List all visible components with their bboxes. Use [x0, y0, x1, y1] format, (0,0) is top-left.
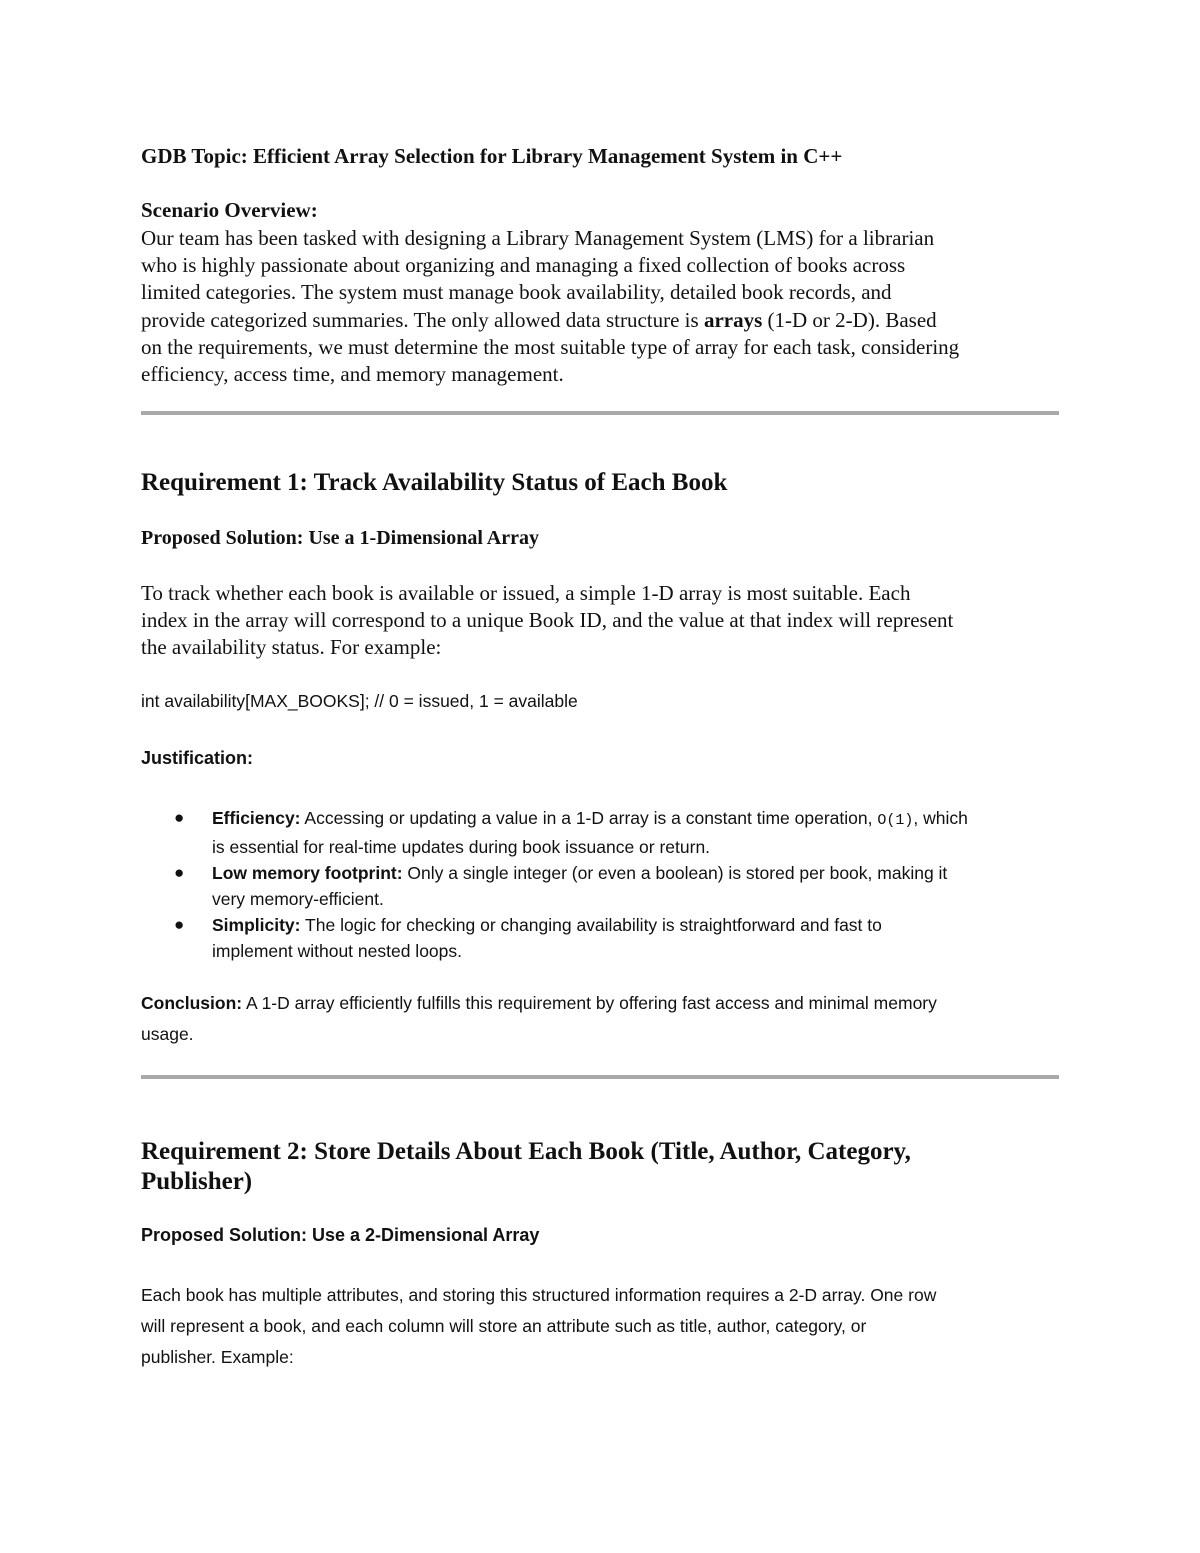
requirement-2-heading	[141, 1137, 1041, 1197]
section-divider	[141, 1075, 1059, 1079]
list-item	[141, 805, 1061, 860]
big-o-notation: O(1)	[877, 812, 914, 829]
bullet-icon: ●	[174, 808, 185, 827]
scenario-overview-paragraph	[141, 225, 1061, 388]
overview-text: provide categorized summaries. The only allowed data structure is	[141, 307, 704, 332]
overview-line: efficiency, access time, and memory management.	[141, 362, 564, 387]
justification-list	[141, 805, 1061, 964]
requirement-1-heading: Requirement 1: Track Availability Status of Each Book	[141, 469, 728, 496]
list-item	[141, 912, 1061, 964]
heading-line: Requirement 2: Store Details About Each Book (Title, Author, Category,	[141, 1138, 911, 1165]
requirement-1-description	[141, 580, 1061, 662]
conclusion-line: usage.	[141, 1024, 194, 1044]
overview-line: Our team has been tasked with designing a Library Management System (LMS) for a librarian	[141, 226, 935, 250]
bullet-label: Simplicity:	[212, 915, 301, 935]
description-line: Each book has multiple attributes, and storing this structured information requires a 2-D array. One row	[141, 1285, 937, 1305]
document-title: GDB Topic: Efficient Array Selection for Library Management System in C++	[141, 144, 843, 168]
conclusion-label: Conclusion:	[141, 993, 243, 1013]
conclusion-text: A 1-D array efficiently fulfills this requirement by offering fast access and minimal memory	[242, 993, 937, 1013]
description-line: the availability status. For example:	[141, 635, 442, 660]
bullet-text: Only a single integer (or even a boolean) is stored per book, making it	[402, 863, 948, 883]
bullet-icon: ●	[174, 863, 185, 882]
description-line: To track whether each book is available or issued, a simple 1-D array is most suitable. Each	[141, 581, 911, 605]
availability-code-example: int availability[MAX_BOOKS]; // 0 = issued, 1 = available	[141, 691, 578, 711]
bullet-label: Low memory footprint:	[212, 863, 403, 883]
bullet-line: is essential for real-time updates during book issuance or return.	[212, 837, 711, 857]
bullet-line	[212, 860, 1061, 886]
overview-text: (1-D or 2-D). Based	[762, 307, 937, 332]
description-line: will represent a book, and each column will store an attribute such as title, author, category, or	[141, 1316, 867, 1336]
arrays-emphasis: arrays	[703, 307, 763, 332]
conclusion-line	[141, 988, 1061, 1019]
description-line: publisher. Example:	[141, 1347, 294, 1367]
bullet-line: very memory-efficient.	[212, 889, 384, 909]
list-item	[141, 860, 1061, 912]
section-divider	[141, 411, 1059, 415]
requirement-2-solution: Proposed Solution: Use a 2-Dimensional Array	[141, 1225, 540, 1245]
bullet-text: , which	[913, 808, 968, 828]
justification-label: Justification:	[141, 748, 254, 768]
scenario-overview-heading: Scenario Overview:	[141, 198, 318, 222]
overview-line: limited categories. The system must manage book availability, detailed book records, and	[141, 280, 892, 305]
bullet-line: implement without nested loops.	[212, 941, 462, 961]
bullet-line	[212, 912, 1061, 938]
bullet-text: Accessing or updating a value in a 1-D array is a constant time operation,	[300, 808, 878, 828]
bullet-icon: ●	[174, 915, 185, 934]
bullet-text: The logic for checking or changing availability is straightforward and fast to	[300, 915, 882, 935]
requirement-1-solution: Proposed Solution: Use a 1-Dimensional Array	[141, 527, 539, 549]
overview-line: who is highly passionate about organizing and managing a fixed collection of books across	[141, 253, 906, 278]
bullet-label: Efficiency:	[212, 808, 301, 828]
description-line: index in the array will correspond to a unique Book ID, and the value at that index will represent	[141, 608, 954, 633]
heading-line: Publisher)	[141, 1168, 253, 1195]
overview-line: on the requirements, we must determine the most suitable type of array for each task, considering	[141, 334, 960, 359]
bullet-line	[212, 805, 1061, 834]
requirement-2-description	[141, 1280, 1061, 1373]
overview-line	[141, 307, 1061, 334]
requirement-1-conclusion	[141, 988, 1061, 1050]
